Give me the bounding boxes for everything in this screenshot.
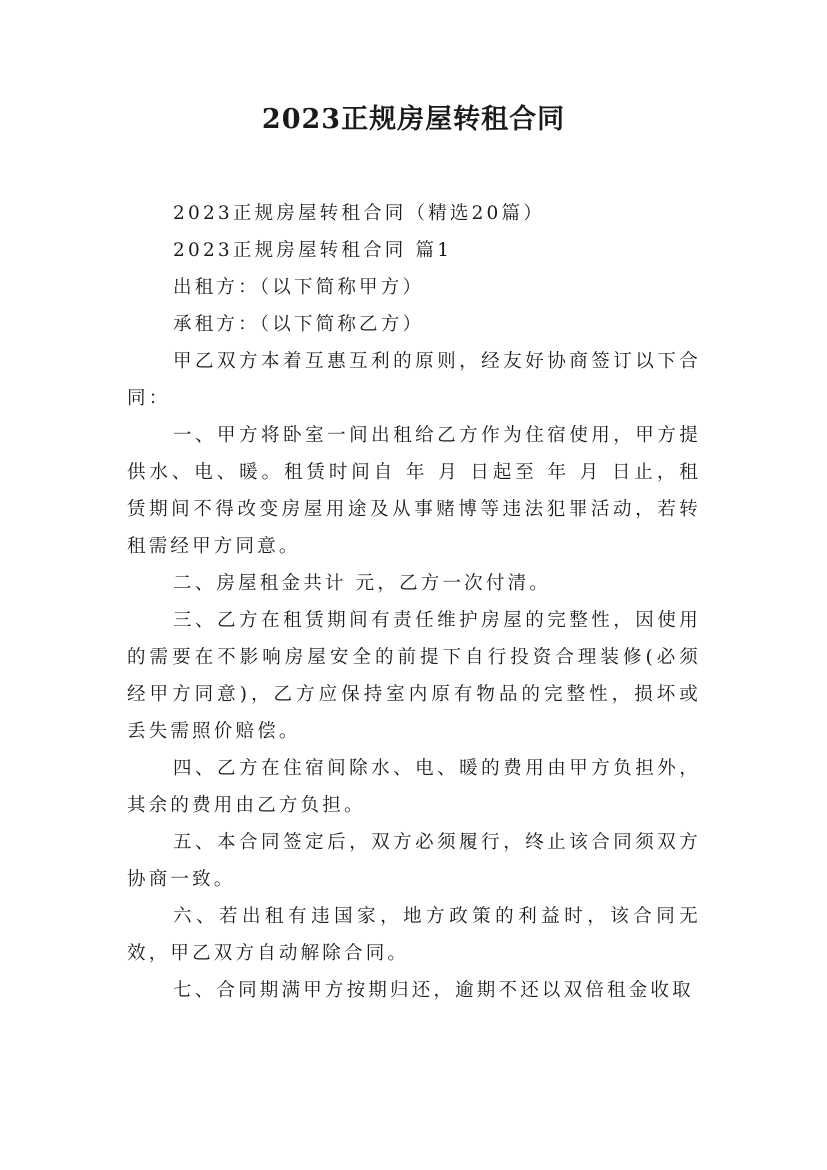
paragraph-clause-1: 一、甲方将卧室一间出租给乙方作为住宿使用，甲方提供水、电、暖。租赁时间自 年 月 日起至 年 月 日止，租赁期间不得改变房屋用途及从事赌博等违法犯罪活动，若转租需经甲方同意。 — [127, 425, 701, 557]
paragraph-subtitle: 2023正规房屋转租合同（精选20篇） — [173, 203, 545, 224]
paragraph-clause-6: 六、若出租有违国家，地方政策的利益时，该合同无效，甲乙双方自动解除合同。 — [127, 906, 701, 964]
paragraph-clause-4: 四、乙方在住宿间除水、电、暖的费用由甲方负担外，其余的费用由乙方负担。 — [127, 758, 701, 816]
paragraph-clause-2: 二、房屋租金共计 元，乙方一次付清。 — [173, 573, 551, 594]
paragraph-clause-5: 五、本合同签定后，双方必须履行，终止该合同须双方协商一致。 — [127, 832, 701, 890]
paragraph-preamble: 甲乙双方本着互惠互利的原则，经友好协商签订以下合同： — [127, 351, 701, 409]
paragraph-section-heading: 2023正规房屋转租合同 篇1 — [173, 240, 453, 261]
paragraph-lessor: 出租方：（以下简称甲方） — [173, 277, 425, 298]
paragraph-clause-7: 七、合同期满甲方按期归还，逾期不还以双倍租金收取 — [173, 980, 694, 1001]
document-body — [127, 195, 701, 1009]
document-title: 2023正规房屋转租合同 — [261, 104, 566, 135]
paragraph-lessee: 承租方：（以下简称乙方） — [173, 314, 425, 335]
paragraph-clause-3: 三、乙方在租赁期间有责任维护房屋的完整性，因使用的需要在不影响房屋安全的前提下自行投资合理装修(必须经甲方同意)，乙方应保持室内原有物品的完整性，损坏或丢失需照价赔偿。 — [127, 610, 701, 742]
